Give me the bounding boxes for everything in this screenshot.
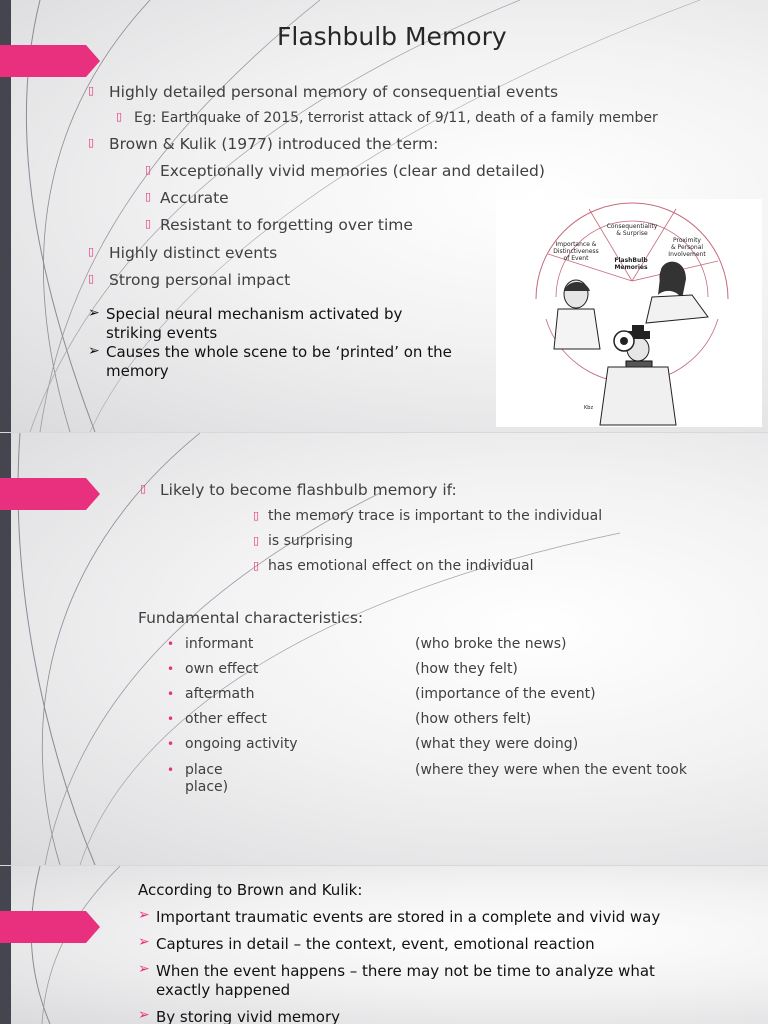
square-bullet-icon: ▯ [145, 163, 152, 176]
point-text: Captures in detail – the context, event, emotional reaction [156, 935, 595, 953]
left-accent-bar [0, 866, 11, 1024]
condition-text: has emotional effect on the individual [268, 558, 534, 574]
square-bullet-icon: ▯ [145, 217, 152, 230]
characteristic-name: own effect [185, 661, 259, 677]
dot-bullet-icon: • [167, 737, 175, 751]
svg-text:Kbz: Kbz [584, 405, 594, 411]
square-bullet-icon: ▯ [88, 136, 95, 149]
characteristic-name: aftermath [185, 686, 255, 702]
square-bullet-icon: ▯ [88, 84, 95, 97]
slide-2 [0, 433, 768, 865]
figure-label-top [602, 223, 662, 237]
characteristic-name: ongoing activity [185, 736, 298, 752]
figure-label-line: Memories [614, 264, 648, 271]
arrow-bullet-icon: ➢ [138, 961, 150, 977]
characteristic-name: place [185, 762, 223, 778]
characteristic-desc: (where they were when the event took [415, 762, 687, 778]
square-bullet-icon: ▯ [88, 272, 95, 285]
characteristic-name: other effect [185, 711, 267, 727]
figure-label-line: Importance & [555, 241, 597, 248]
point-text: exactly happened [156, 981, 291, 999]
arrow-bullet-icon: ➢ [138, 934, 150, 950]
condition-text: the memory trace is important to the individual [268, 508, 603, 524]
arrow-bullet-text: Special neural mechanism activated by [106, 305, 403, 323]
bullet-text: Eg: Earthquake of 2015, terrorist attack of 9/11, death of a family member [134, 110, 658, 126]
bullet-text: Highly detailed personal memory of consequential events [109, 83, 559, 101]
figure-label-line: of Event [563, 255, 589, 262]
slide3-heading: According to Brown and Kulik: [138, 881, 363, 899]
figure-label-line: Distinctiveness [553, 248, 599, 255]
square-bullet-icon: ▯ [140, 482, 147, 495]
point-text: Important traumatic events are stored in a complete and vivid way [156, 908, 661, 926]
condition-text: is surprising [268, 533, 354, 549]
dot-bullet-icon: • [167, 763, 175, 777]
arrow-bullet-text: memory [106, 362, 169, 380]
characteristic-name: informant [185, 636, 254, 652]
arrow-bullet-icon: ➢ [138, 907, 150, 923]
characteristic-desc: (how they felt) [415, 661, 518, 677]
square-bullet-icon: ▯ [253, 534, 260, 547]
arrow-bullet-text: striking events [106, 324, 218, 342]
arrow-bullet-icon: ➢ [88, 343, 100, 359]
figure-label-line: & Surprise [616, 230, 648, 237]
dot-bullet-icon: • [167, 687, 175, 701]
slide-3 [0, 866, 768, 1024]
intro-text: Likely to become flashbulb memory if: [160, 481, 457, 499]
figure-label-center [606, 257, 656, 271]
figure-label-line: Proximity [673, 237, 701, 244]
square-bullet-icon: ▯ [145, 190, 152, 203]
figure-label-right [662, 237, 712, 258]
characteristic-desc-wrap: place) [185, 779, 229, 795]
slide-title: Flashbulb Memory [277, 22, 507, 51]
characteristic-desc: (what they were doing) [415, 736, 579, 752]
figure-label-left [550, 241, 602, 262]
dot-bullet-icon: • [167, 662, 175, 676]
characteristics-heading: Fundamental characteristics: [138, 609, 364, 627]
figure-label-line: Involvement [668, 251, 706, 258]
square-bullet-icon: ▯ [253, 559, 260, 572]
pink-tab-marker [0, 911, 100, 943]
arrow-bullet-icon: ➢ [88, 305, 100, 321]
point-text: When the event happens – there may not be time to analyze what [156, 962, 655, 980]
bullet-text: Resistant to forgetting over time [160, 216, 413, 234]
point-text: By storing vivid memory [156, 1008, 340, 1024]
bullet-text: Brown & Kulik (1977) introduced the term: [109, 135, 439, 153]
characteristic-desc: (importance of the event) [415, 686, 596, 702]
square-bullet-icon: ▯ [116, 110, 123, 123]
characteristic-desc: (how others felt) [415, 711, 532, 727]
characteristic-desc: (who broke the news) [415, 636, 567, 652]
flashbulb-memory-illustration [496, 199, 762, 427]
pink-tab-marker [0, 45, 100, 77]
figure-label-line: Consequentiality [606, 223, 658, 230]
square-bullet-icon: ▯ [88, 245, 95, 258]
pink-tab-marker [0, 478, 100, 510]
arrow-bullet-text: Causes the whole scene to be ‘printed’ on the [106, 343, 452, 361]
bullet-text: Exceptionally vivid memories (clear and detailed) [160, 162, 545, 180]
dot-bullet-icon: • [167, 712, 175, 726]
slide-1 [0, 0, 768, 432]
bullet-text: Accurate [160, 189, 229, 207]
arrow-bullet-icon: ➢ [138, 1007, 150, 1023]
square-bullet-icon: ▯ [253, 509, 260, 522]
figure-label-line: & Personal [670, 244, 704, 251]
figure-label-line: FlashBulb [614, 257, 648, 264]
bullet-text: Strong personal impact [109, 271, 291, 289]
bullet-text: Highly distinct events [109, 244, 278, 262]
dot-bullet-icon: • [167, 637, 175, 651]
